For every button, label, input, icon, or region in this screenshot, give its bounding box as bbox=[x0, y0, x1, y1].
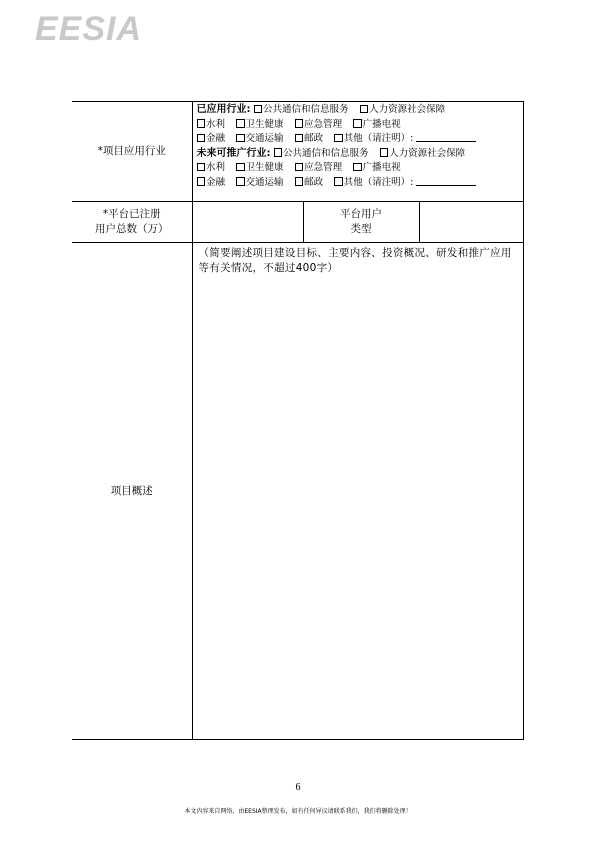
existing-industry-title: 已应用行业: bbox=[196, 104, 251, 115]
checkbox-icon[interactable] bbox=[295, 177, 304, 186]
checkbox-icon[interactable] bbox=[353, 163, 362, 172]
option-emergency[interactable]: 应急管理 bbox=[295, 162, 343, 173]
application-form-table bbox=[72, 101, 524, 740]
overview-hint: （简要阐述项目建设目标、主要内容、投资概况、研发和推广应用等有关情况，不超过400字） bbox=[198, 247, 512, 274]
checkbox-icon[interactable] bbox=[197, 119, 206, 128]
page-number: 6 bbox=[295, 782, 301, 793]
checkbox-icon[interactable] bbox=[236, 163, 245, 172]
option-finance[interactable]: 金融 bbox=[197, 177, 226, 188]
user-type-label-line-1: 平台用户 bbox=[340, 208, 382, 220]
option-water[interactable]: 水利 bbox=[197, 162, 226, 173]
eesia-logo: EESIA bbox=[35, 10, 143, 48]
existing-industry-line-1 bbox=[197, 103, 523, 118]
checkbox-icon[interactable] bbox=[274, 148, 283, 157]
checkbox-icon[interactable] bbox=[380, 148, 389, 157]
other-specify-field[interactable] bbox=[416, 176, 476, 186]
option-postal[interactable]: 邮政 bbox=[295, 177, 324, 188]
checkbox-icon[interactable] bbox=[197, 177, 206, 186]
checkbox-icon[interactable] bbox=[295, 163, 304, 172]
overview-input[interactable] bbox=[192, 243, 523, 740]
checkbox-icon[interactable] bbox=[334, 177, 343, 186]
industry-options bbox=[192, 102, 523, 202]
footer-disclaimer: 本文内容来自网络，由EESIA整理发布，如有任何异议请联系我们，我们将删除处理！ bbox=[184, 808, 412, 815]
checkbox-icon[interactable] bbox=[197, 134, 206, 143]
option-broadcast[interactable]: 广播电视 bbox=[353, 119, 401, 130]
checkbox-icon[interactable] bbox=[236, 119, 245, 128]
option-health[interactable]: 卫生健康 bbox=[236, 162, 284, 173]
option-emergency[interactable]: 应急管理 bbox=[295, 119, 343, 130]
checkbox-icon[interactable] bbox=[295, 119, 304, 128]
checkbox-icon[interactable] bbox=[295, 134, 304, 143]
registered-users-label-line-1: *平台已注册 bbox=[102, 208, 161, 220]
overview-row bbox=[72, 243, 523, 740]
users-row bbox=[72, 202, 523, 243]
future-industry-line-3 bbox=[197, 176, 523, 191]
option-public-comm[interactable]: 公共通信和信息服务 bbox=[274, 148, 369, 159]
option-other[interactable]: 其他（请注明）: bbox=[334, 133, 413, 144]
option-hr-social[interactable]: 人力资源社会保障 bbox=[380, 148, 466, 159]
option-other[interactable]: 其他（请注明）: bbox=[334, 177, 413, 188]
checkbox-icon[interactable] bbox=[197, 163, 206, 172]
user-type-label-line-2: 类型 bbox=[350, 223, 372, 235]
checkbox-icon[interactable] bbox=[360, 105, 369, 114]
user-type-value[interactable] bbox=[419, 202, 523, 243]
future-industry-line-2 bbox=[197, 161, 523, 176]
future-industry-title: 未来可推广行业: bbox=[196, 147, 271, 159]
checkbox-icon[interactable] bbox=[236, 134, 245, 143]
future-industry-line-1 bbox=[197, 147, 523, 162]
registered-users-label-line-2: 用户总数（万） bbox=[95, 223, 169, 235]
industry-row bbox=[72, 102, 523, 202]
existing-industry-line-3 bbox=[197, 132, 523, 147]
option-finance[interactable]: 金融 bbox=[197, 133, 226, 144]
option-health[interactable]: 卫生健康 bbox=[236, 119, 284, 130]
checkbox-icon[interactable] bbox=[254, 105, 263, 114]
option-public-comm[interactable]: 公共通信和信息服务 bbox=[254, 104, 349, 115]
registered-users-label bbox=[72, 202, 192, 243]
user-type-label bbox=[303, 202, 419, 243]
option-transport[interactable]: 交通运输 bbox=[236, 177, 284, 188]
overview-label: 项目概述 bbox=[72, 243, 192, 740]
checkbox-icon[interactable] bbox=[353, 119, 362, 128]
option-postal[interactable]: 邮政 bbox=[295, 133, 324, 144]
option-water[interactable]: 水利 bbox=[197, 119, 226, 130]
option-hr-social[interactable]: 人力资源社会保障 bbox=[360, 104, 446, 115]
option-broadcast[interactable]: 广播电视 bbox=[353, 162, 401, 173]
checkbox-icon[interactable] bbox=[334, 134, 343, 143]
other-specify-field[interactable] bbox=[416, 132, 476, 142]
industry-label: *项目应用行业 bbox=[72, 102, 192, 202]
checkbox-icon[interactable] bbox=[236, 177, 245, 186]
option-transport[interactable]: 交通运输 bbox=[236, 133, 284, 144]
registered-users-value[interactable] bbox=[192, 202, 303, 243]
existing-industry-line-2 bbox=[197, 118, 523, 133]
